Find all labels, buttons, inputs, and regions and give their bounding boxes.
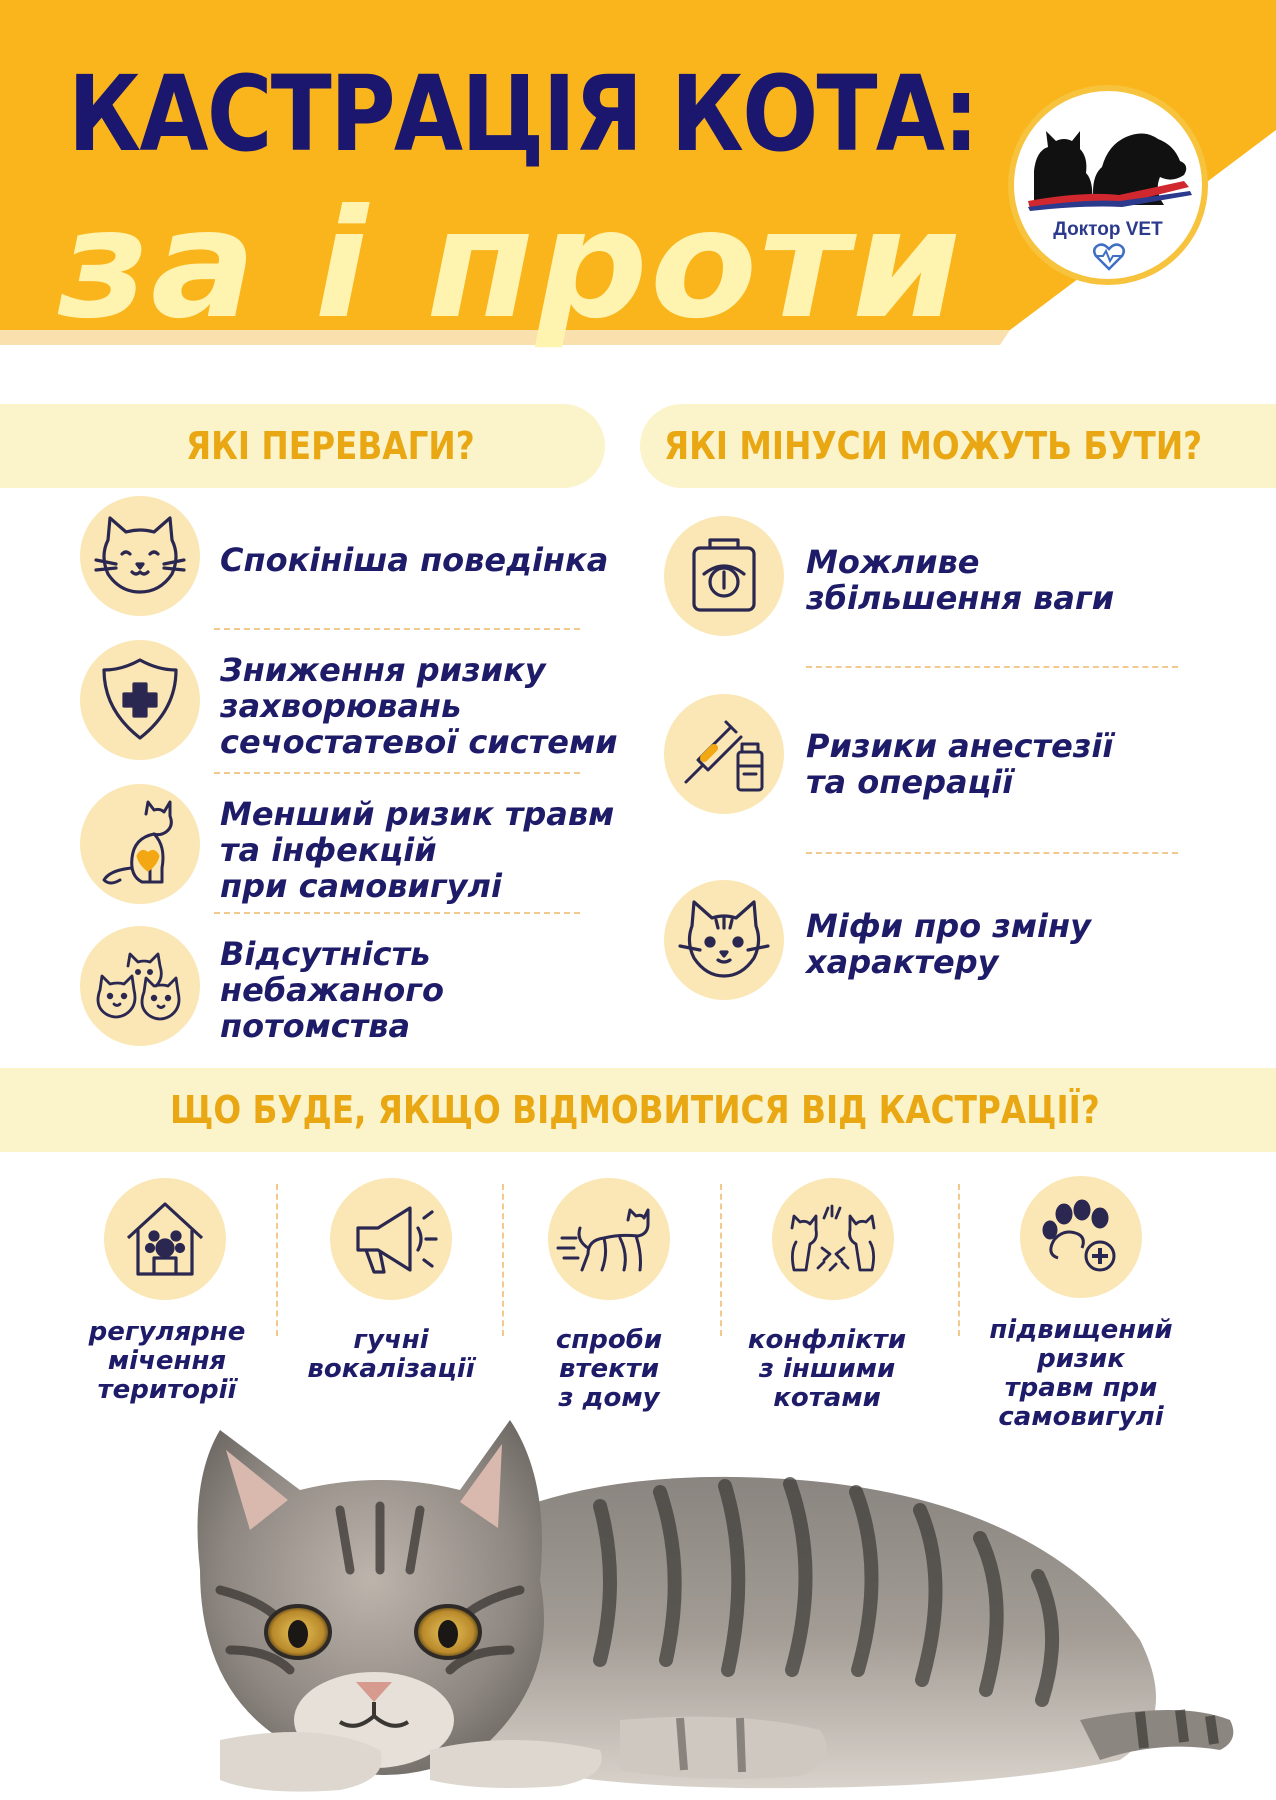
pros-item-4-text: Відсутність небажаного потомства <box>220 935 444 1045</box>
fighting-cats-icon <box>772 1178 894 1300</box>
refuse-heading: ЩО БУДЕ, ЯКЩО ВІДМОВИТИСЯ ВІД КАСТРАЦІЇ? <box>170 1088 1100 1132</box>
refuse-item-1-text: регулярне мічення території <box>88 1317 246 1405</box>
refuse-heading-bar <box>0 1068 1276 1152</box>
pros-item-3-text: Менший ризик травм та інфекцій при самовигулі <box>220 795 615 905</box>
divider <box>214 772 580 774</box>
divider <box>720 1184 722 1336</box>
divider <box>806 666 1178 668</box>
megaphone-icon <box>330 1178 452 1300</box>
cons-heading: ЯКІ МІНУСИ МОЖУТЬ БУТИ? <box>664 424 1203 468</box>
cons-item-1-text: Можливе збільшення ваги <box>806 543 1115 617</box>
syringe-vial-icon <box>664 694 784 814</box>
divider <box>214 628 580 630</box>
divider <box>214 912 580 914</box>
pros-heading-bar <box>0 404 605 488</box>
paw-plus-icon <box>1020 1176 1142 1298</box>
shield-plus-icon <box>80 640 200 760</box>
refuse-item-3-text: спроби втекти з дому <box>555 1325 663 1413</box>
divider <box>502 1184 504 1336</box>
cons-item-2-text: Ризики анестезії та операції <box>806 727 1114 801</box>
cons-heading-bar <box>640 404 1276 488</box>
refuse-item-4-text: конфлікти з іншими котами <box>747 1325 907 1413</box>
sitting-cat-heart-icon <box>80 784 200 904</box>
clinic-logo-text: Доктор VET <box>1053 219 1163 240</box>
three-kittens-icon <box>80 926 200 1046</box>
heart-pulse-icon <box>1092 243 1126 271</box>
pros-item-2-text: Зниження ризику захворювань сечостатевої системи <box>220 651 618 761</box>
pros-heading: ЯКІ ПЕРЕВАГИ? <box>186 424 475 468</box>
cons-item-3-text: Міфи про зміну характеру <box>806 907 1091 981</box>
tabby-cat-photo <box>180 1420 1240 1800</box>
cat-face-icon <box>664 880 784 1000</box>
page-title: КАСТРАЦІЯ КОТА: <box>68 53 978 175</box>
clinic-logo <box>1008 85 1208 285</box>
page-subtitle: за і проти <box>58 178 964 352</box>
divider <box>958 1184 960 1336</box>
refuse-item-5-text: підвищений ризик травм при самовигулі <box>989 1315 1173 1432</box>
running-cat-icon <box>548 1178 670 1300</box>
house-paw-icon <box>104 1178 226 1300</box>
divider <box>276 1184 278 1336</box>
smiling-cat-face-icon <box>80 496 200 616</box>
pros-item-1-text: Спокініша поведінка <box>220 541 609 579</box>
refuse-item-2-text: гучні вокалізації <box>307 1325 475 1384</box>
divider <box>806 852 1178 854</box>
weight-scale-icon <box>664 516 784 636</box>
cat-dog-silhouette-icon <box>1024 121 1194 211</box>
